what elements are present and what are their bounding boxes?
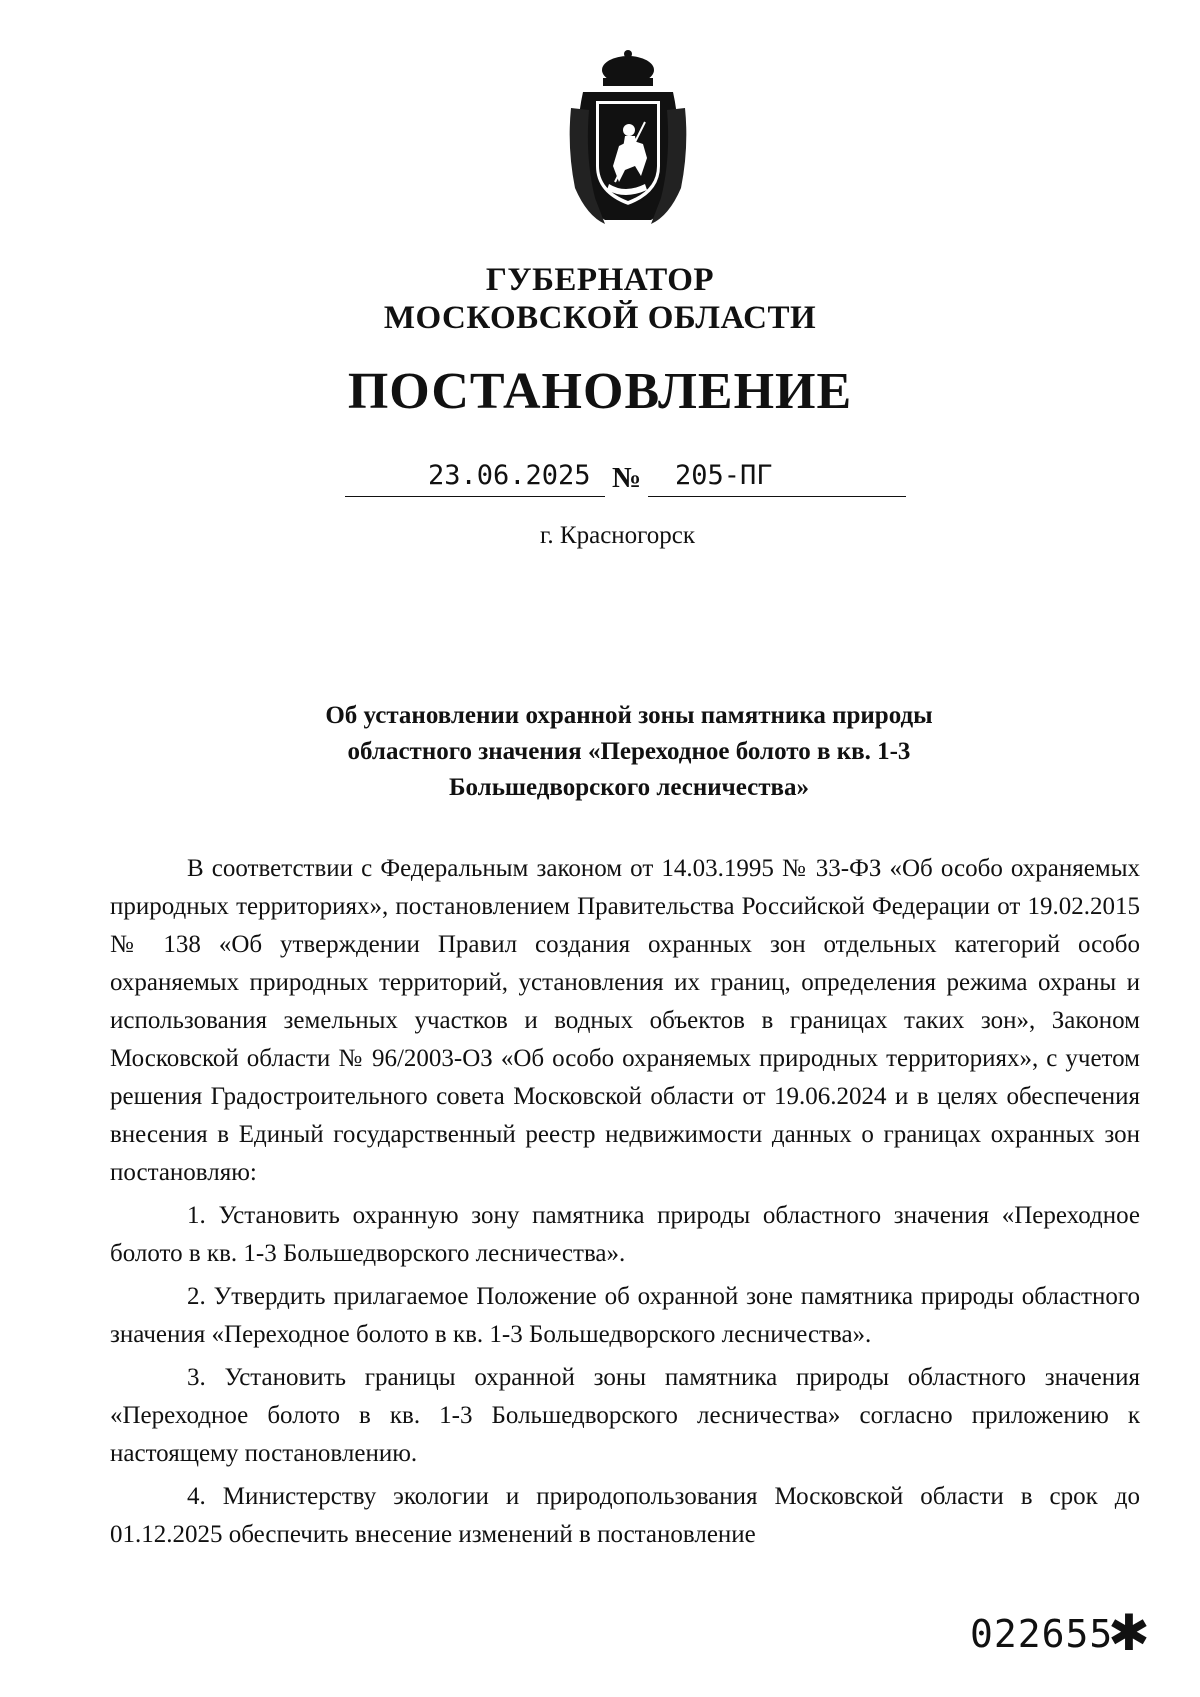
authority-line-1: ГУБЕРНАТОР — [485, 262, 715, 298]
title-line-2: областного значения «Переходное болото в кв. 1-3 — [347, 738, 911, 765]
date-underline — [345, 496, 605, 497]
document-title — [200, 698, 1058, 806]
asterisk-mark-icon: ✱ — [1108, 1604, 1150, 1662]
document-body — [110, 850, 1140, 1559]
document-type-heading: ПОСТАНОВЛЕНИЕ — [347, 363, 853, 420]
item-3-paragraph: 3. Установить границы охранной зоны памятника природы областного значения «Переходное болото в кв. 1-3 Большедворского лесничества» согласно приложению к настоящему постановлению. — [110, 1364, 1140, 1467]
item-4-paragraph: 4. Министерству экологии и природопользования Московской области в срок до 01.12.2025 обеспечить внесение изменений в постановление — [110, 1483, 1140, 1548]
document-number: 205-ПГ — [675, 460, 773, 491]
title-line-1: Об установлении охранной зоны памятника природы — [325, 702, 933, 729]
preamble-paragraph: В соответствии с Федеральным законом от 14.03.1995 № 33-ФЗ «Об особо охраняемых природных территориях», постановлением Правительства Российской Федерации от 19.02.2015 № 138 «Об утверждении Правил создания охранных зон отдельных категорий особо охраняемых природных территорий, установления их границ, определения режима охраны и использования земельных участков и водных объектов в границах таких зон», Законом Московской области № 96/2003-ОЗ «Об особо охраняемых природных территориях», с учетом решения Градостроительного совета Московской области от 19.06.2024 и в целях обеспечения внесения в Единый государственный реестр недвижимости данных о границах охранных зон постановляю: — [110, 855, 1140, 1186]
item-2-paragraph: 2. Утвердить прилагаемое Положение об охранной зоне памятника природы областного значения «Переходное болото в кв. 1-3 Большедворского лесничества». — [110, 1283, 1140, 1348]
authority-line-2: МОСКОВСКОЙ ОБЛАСТИ — [383, 300, 817, 336]
document-date: 23.06.2025 — [428, 460, 591, 491]
serial-number: 022655 — [970, 1612, 1114, 1656]
item-1-paragraph: 1. Установить охранную зону памятника природы областного значения «Переходное болото в кв. 1-3 Большедворского лесничества». — [110, 1202, 1140, 1267]
number-underline — [648, 496, 906, 497]
number-sign: № — [612, 462, 642, 494]
issue-city: г. Красногорск — [540, 522, 696, 549]
title-line-3: Большедворского лесничества» — [448, 774, 810, 801]
coat-of-arms-icon — [565, 48, 691, 228]
